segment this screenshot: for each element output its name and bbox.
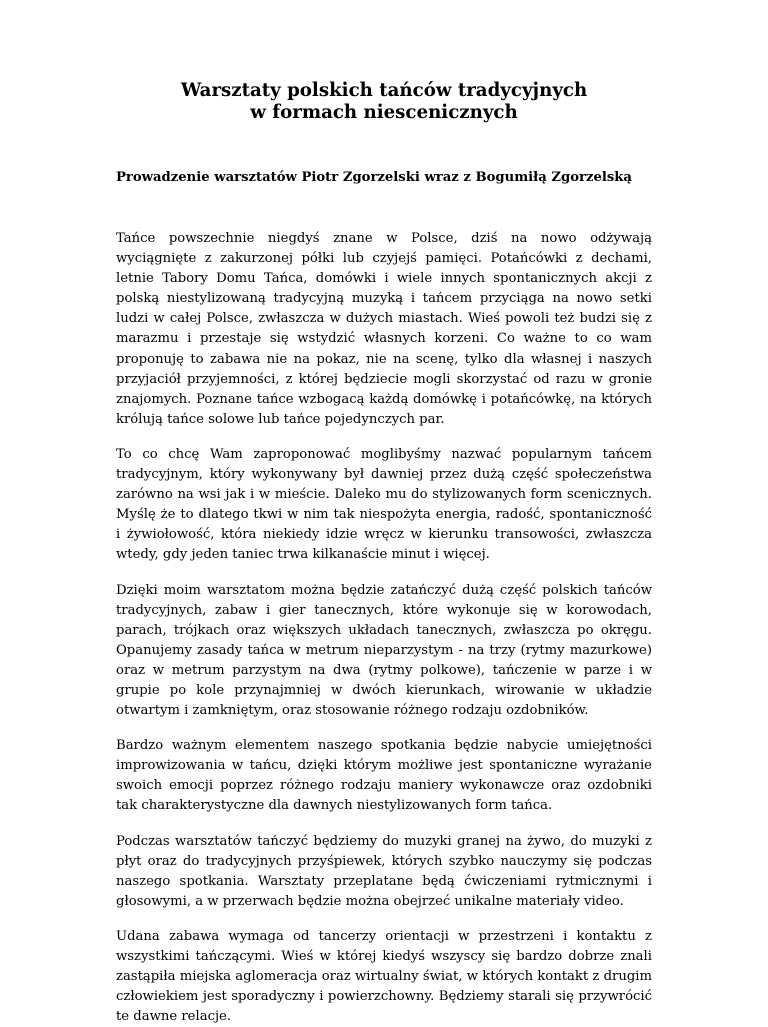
paragraph-1: Tańce powszechnie niegdyś znane w Polsce, dziś na nowo odżywają wyciągnięte z zakurzonej półki lub czyjejś pamięci. Potańcówki z dechami, letnie Tabory Domu Tańca, domówki i wiele innych spontanicznych akcji z polską niestylizowaną tradycyjną muzyką i tańcem przyciąga na nowo setki ludzi w całej Polsce, zwłaszcza w dużych miastach. Wieś powoli też budzi się z marazmu i przestaje się wstydzić własnych korzeni. Co ważne to co wam proponuję to zabawa nie na pokaz, nie na scenę, tylko dla własnej i naszych przyjaciół przyjemności, z której będziecie mogli skorzystać od razu w gronie znajomych. Poznane tańce wzbogacą każdą domówkę i potańcówkę, na których królują tańce solowe lub tańce pojedynczych par.	[116, 231, 652, 427]
paragraph-5: Podczas warsztatów tańczyć będziemy do muzyki granej na żywo, do muzyki z płyt oraz do tradycyjnych przyśpiewek, których szybko nauczymy się podczas naszego spotkania. Warsztaty przeplatane będą ćwiczeniami rytmicznymi i głosowymi, a w przerwach będzie można obejrzeć unikalne materiały video.	[116, 833, 652, 909]
paragraph-2: To co chcę Wam zaproponować moglibyśmy nazwać popularnym tańcem tradycyjnym, który wykonywany był dawniej przez dużą część społeczeństwa zarówno na wsi jak i w mieście. Daleko mu do stylizowanych form scenicznych. Myślę że to dlatego tkwi w nim tak niespożyta energia, radość, spontaniczność i żywiołowość, która niekiedy idzie wręcz w kierunku transowości, zwłaszcza wtedy, gdy jeden taniec trwa kilkanaście minut i więcej.	[116, 446, 652, 563]
paragraph-4: Bardzo ważnym elementem naszego spotkania będzie nabycie umiejętności improwizowania w tańcu, dzięki którym możliwe jest spontaniczne wyrażanie swoich emocji poprzez różnego rodzaju maniery wykonawcze oraz ozdobniki tak charakterystyczne dla dawnych niestylizowanych form tańca.	[116, 738, 652, 814]
document-title-line-2: w formach niescenicznych	[250, 102, 518, 123]
document-body	[116, 229, 652, 1027]
document-subtitle: Prowadzenie warsztatów Piotr Zgorzelski wraz z Bogumiłą Zgorzelską	[116, 170, 632, 185]
paragraph-3: Dzięki moim warsztatom można będzie zatańczyć dużą część polskich tańców tradycyjnych, zabaw i gier tanecznych, które wykonuje się w korowodach, parach, trójkach oraz większych układach tanecznych, zwłaszcza po okręgu. Opanujemy zasady tańca w metrum nieparzystym - na trzy (rytmy mazurkowe) oraz w metrum parzystym na dwa (rytmy polkowe), tańczenie w parze i w grupie po kole przynajmniej w dwóch kierunkach, wirowanie w układzie otwartym i zamkniętym, oraz stosowanie różnego rodzaju ozdobników.	[116, 582, 652, 719]
document-title	[116, 80, 652, 124]
document-title-line-1: Warsztaty polskich tańców tradycyjnych	[180, 80, 588, 101]
paragraph-6: Udana zabawa wymaga od tancerzy orientacji w przestrzeni i kontaktu z wszystkimi tańczącymi. Wieś w której kiedyś wszyscy się bardzo dobrze znali zastąpiła miejska aglomeracja oraz wirtualny świat, w których kontakt z drugim człowiekiem jest sporadyczny i powierzchowny. Będziemy starali się przywrócić te dawne relacje.	[116, 928, 652, 1025]
